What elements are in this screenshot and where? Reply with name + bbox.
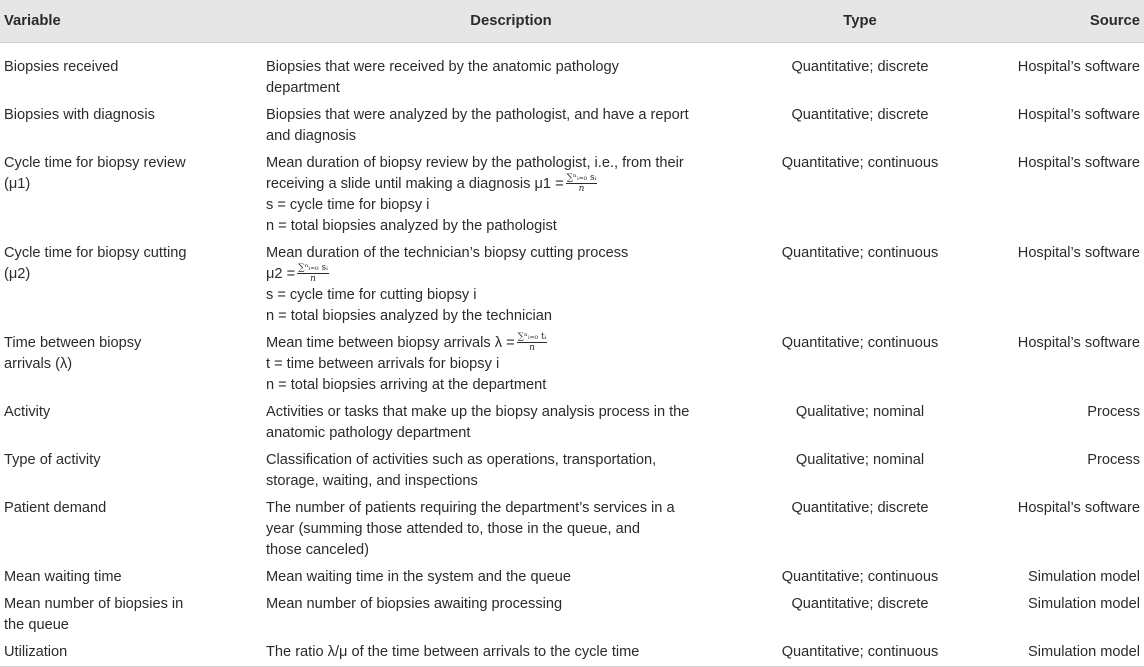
table-row — [0, 150, 1144, 240]
cell-source: Hospital’s software — [1017, 155, 1140, 171]
cell-text: n = total biopsies analyzed by the pathologist — [266, 218, 557, 234]
header-source: Source — [960, 0, 1144, 43]
cell-text: Activity — [4, 404, 51, 420]
cell-variable — [0, 564, 262, 591]
formula-numerator: ∑ⁿᵢ₌₀ sᵢ — [566, 172, 597, 183]
cell-source: Hospital’s software — [1017, 500, 1140, 516]
cell-description — [262, 564, 760, 591]
formula-denominator: n — [529, 342, 535, 353]
cell-source: Hospital’s software — [1017, 245, 1140, 261]
cell-type: Quantitative; discrete — [791, 107, 929, 123]
formula-fraction — [566, 173, 598, 194]
formula-fraction — [517, 332, 548, 353]
cell-source: Simulation model — [1028, 644, 1140, 660]
cell-text: Mean duration of biopsy review by the pathologist, i.e., from their — [266, 155, 684, 171]
cell-source: Hospital’s software — [1017, 335, 1140, 351]
cell-variable — [0, 447, 262, 495]
table-row — [0, 564, 1144, 591]
cell-text: Utilization — [4, 644, 68, 660]
formula-denominator: n — [310, 273, 316, 284]
cell-text: Type of activity — [4, 452, 101, 468]
cell-variable — [0, 495, 262, 564]
formula-denominator: n — [578, 183, 585, 194]
cell-text: Cycle time for biopsy review — [4, 155, 186, 171]
cell-type: Qualitative; nominal — [795, 404, 925, 420]
table-row — [0, 240, 1144, 330]
cell-type: Quantitative; continuous — [781, 644, 939, 660]
cell-text: Time between biopsy — [4, 335, 142, 351]
table-row — [0, 102, 1144, 150]
cell-source: Process — [1087, 452, 1140, 468]
cell-description — [262, 495, 760, 564]
cell-text: anatomic pathology department — [266, 425, 471, 441]
cell-text: those canceled) — [266, 542, 370, 558]
cell-text: Biopsies that were received by the anatomic pathology — [266, 59, 619, 75]
formula-numerator: ∑ⁿᵢ₌₀ sᵢ — [298, 262, 328, 273]
cell-source: Process — [1087, 404, 1140, 420]
formula-numerator: ∑ⁿᵢ₌₀ tᵢ — [517, 331, 547, 342]
header-row — [0, 0, 1144, 43]
header-type: Type — [760, 0, 960, 43]
cell-text: (μ1) — [4, 176, 31, 192]
cell-variable — [0, 591, 262, 639]
cell-text: n = total biopsies analyzed by the technician — [266, 308, 552, 324]
cell-text: the queue — [4, 617, 69, 633]
cell-text: (μ2) — [4, 266, 31, 282]
cell-variable — [0, 102, 262, 150]
table-row — [0, 330, 1144, 399]
cell-text: The number of patients requiring the department’s services in a — [266, 500, 675, 516]
header-variable: Variable — [0, 0, 262, 43]
cell-type: Quantitative; discrete — [791, 59, 929, 75]
cell-source: Simulation model — [1028, 596, 1140, 612]
cell-text: year (summing those attended to, those in the queue, and — [266, 521, 641, 537]
cell-description — [262, 447, 760, 495]
cell-description — [262, 639, 760, 667]
cell-variable — [0, 43, 262, 103]
cell-source: Hospital’s software — [1017, 59, 1140, 75]
header-description: Description — [262, 0, 760, 43]
cell-text: The ratio λ/μ of the time between arrivals to the cycle time — [266, 644, 640, 660]
cell-text: Biopsies received — [4, 59, 119, 75]
table-row — [0, 591, 1144, 639]
cell-source: Simulation model — [1028, 569, 1140, 585]
cell-variable — [0, 399, 262, 447]
cell-text: Classification of activities such as operations, transportation, — [266, 452, 657, 468]
cell-variable — [0, 639, 262, 667]
cell-text: s = cycle time for cutting biopsy i — [266, 287, 477, 303]
cell-variable — [0, 330, 262, 399]
cell-text: Patient demand — [4, 500, 107, 516]
cell-text: Biopsies that were analyzed by the pathologist, and have a report — [266, 107, 689, 123]
cell-type: Quantitative; discrete — [791, 596, 929, 612]
cell-type: Quantitative; continuous — [781, 335, 939, 351]
table-row — [0, 495, 1144, 564]
cell-text: n = total biopsies arriving at the department — [266, 377, 547, 393]
table-row — [0, 447, 1144, 495]
cell-text: Mean waiting time in the system and the queue — [266, 569, 572, 585]
cell-text: Cycle time for biopsy cutting — [4, 245, 187, 261]
cell-text: Mean time between biopsy arrivals λ = — [266, 335, 515, 351]
cell-description — [262, 399, 760, 447]
cell-text: arrivals (λ) — [4, 356, 73, 372]
cell-description — [262, 43, 760, 103]
table-row — [0, 639, 1144, 667]
cell-text: Mean number of biopsies awaiting processing — [266, 596, 563, 612]
cell-type: Quantitative; continuous — [781, 569, 939, 585]
cell-type: Qualitative; nominal — [795, 452, 925, 468]
cell-text: s = cycle time for biopsy i — [266, 197, 430, 213]
cell-text: Mean waiting time — [4, 569, 122, 585]
formula-line — [266, 264, 756, 285]
cell-description — [262, 591, 760, 639]
formula-line — [266, 174, 756, 195]
cell-variable — [0, 240, 262, 330]
cell-variable — [0, 150, 262, 240]
cell-type: Quantitative; discrete — [791, 500, 929, 516]
cell-text: Activities or tasks that make up the biopsy analysis process in the — [266, 404, 690, 420]
cell-text: Biopsies with diagnosis — [4, 107, 155, 123]
cell-text: Mean duration of the technician’s biopsy cutting process — [266, 245, 629, 261]
cell-source: Hospital’s software — [1017, 107, 1140, 123]
cell-text: Mean number of biopsies in — [4, 596, 184, 612]
cell-text: department — [266, 80, 340, 96]
cell-description — [262, 102, 760, 150]
cell-description — [262, 330, 760, 399]
cell-text: and diagnosis — [266, 128, 357, 144]
cell-text: receiving a slide until making a diagnosis μ1 = — [266, 176, 564, 192]
cell-type: Quantitative; continuous — [781, 155, 939, 171]
table-row — [0, 43, 1144, 103]
formula-line — [266, 333, 756, 354]
cell-type: Quantitative; continuous — [781, 245, 939, 261]
cell-description — [262, 150, 760, 240]
cell-text: t = time between arrivals for biopsy i — [266, 356, 500, 372]
cell-text: storage, waiting, and inspections — [266, 473, 478, 489]
cell-description — [262, 240, 760, 330]
table-row — [0, 399, 1144, 447]
formula-fraction — [297, 263, 329, 284]
cell-text: μ2 = — [266, 266, 296, 282]
